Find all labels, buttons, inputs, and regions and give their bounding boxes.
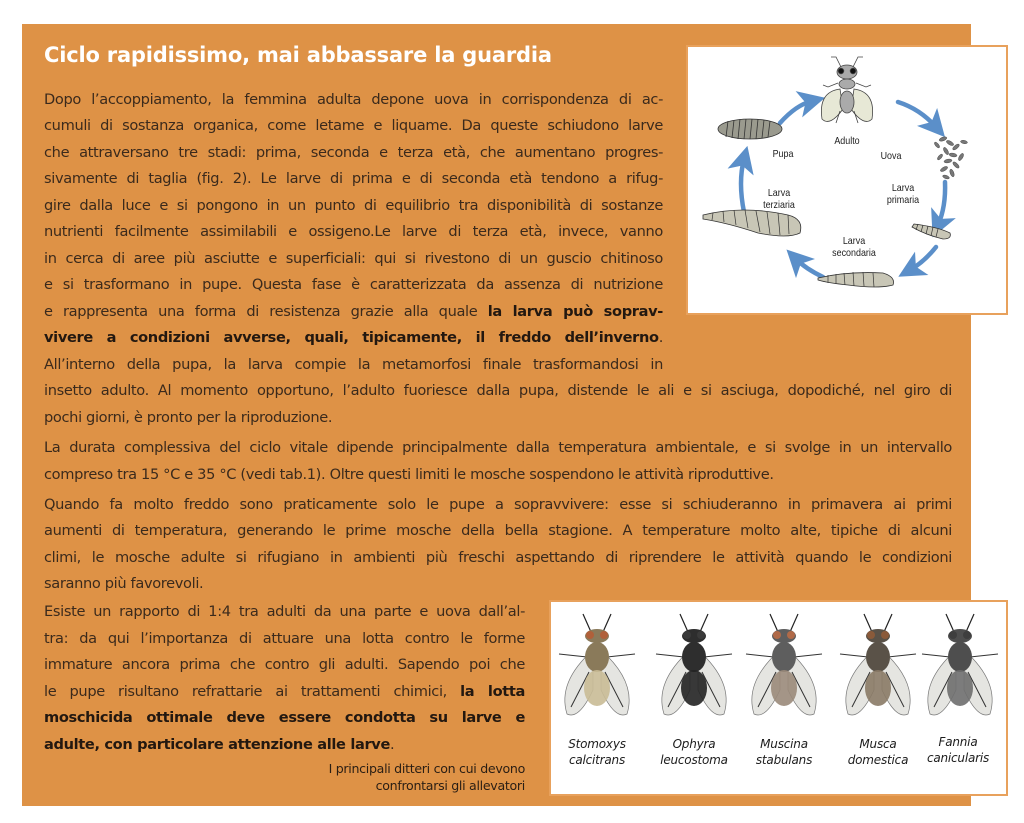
larva-tertiary-icon <box>703 210 801 236</box>
text-line-emphasis <box>44 329 663 347</box>
label-pupa: Pupa <box>772 148 794 160</box>
text-line: Dopo l’accoppiamento, la femmina adulta depone uova in corrispondenza di ac- <box>44 91 663 108</box>
fly-genus: Muscina <box>760 737 808 751</box>
label-larva-tertiary <box>758 187 801 211</box>
fly-label-muscina <box>739 736 829 768</box>
text-run: . <box>390 735 395 753</box>
larva-secondary-icon <box>818 272 894 287</box>
text-line: nutrienti facilmente assimilabili e ossigeno.Le larve di terza età, invece, vanno <box>44 223 663 240</box>
label-line: terziaria <box>763 199 795 211</box>
text-run: e rappresenta una forma di resistenza grazie alla quale <box>44 302 488 320</box>
label-adult: Adulto <box>834 135 860 147</box>
arrow-larva2-to-larva3 <box>796 259 823 277</box>
adult-fly-icon <box>821 57 872 123</box>
text-run: . <box>658 329 663 346</box>
text-line: pochi giorni, è pronto per la riproduzione. <box>44 408 333 426</box>
fly-genus: Stomoxys <box>568 737 626 751</box>
text-line: All’interno della pupa, la larva compie la metamorfosi finale trasformandosi in <box>44 355 663 373</box>
fly-label-musca <box>833 736 923 768</box>
text-line: Quando fa molto freddo sono praticamente solo le pupe a sopravvivere: esse si schiuderanno in primavera ai primi <box>44 495 952 513</box>
fly-genus: Musca <box>859 737 897 751</box>
fly-genus: Ophyra <box>672 737 716 751</box>
arrow-adult-to-eggs <box>898 102 936 127</box>
text-line: in cerca di aree più asciutte e superficiali: qui si rivestono di un guscio chitinoso <box>44 249 663 267</box>
text-line: compreso tra 15 °C e 35 °C (vedi tab.1). Oltre questi limiti le mosche sospendono le attività riproduttive. <box>44 465 774 483</box>
bold-run: moschicida ottimale deve essere condotta su larve e <box>44 709 525 726</box>
text-run: le pupe risultano refrattarie ai trattamenti chimici, <box>44 682 461 700</box>
fly-ophyra-icon <box>656 614 732 715</box>
fly-musca-icon <box>840 614 916 715</box>
text-line: gire dalla luce e si pongono in un punto di equilibrio tra disponibilità di sostanze <box>44 196 663 214</box>
text-line: sivamente di taglia (fig. 2). Le larve di prima e di seconda età tendono a rifug- <box>44 170 663 187</box>
pupa-icon <box>718 119 782 139</box>
lifecycle-illustration <box>688 47 1006 313</box>
text-line-emphasis <box>44 709 525 727</box>
fly-label-fannia <box>913 734 1003 766</box>
lifecycle-diagram <box>686 45 1008 315</box>
text-line: La durata complessiva del ciclo vitale dipende principalmente dalla temperatura ambientale, e si svolge in un intervallo <box>44 439 952 456</box>
figure-caption-line: confrontarsi gli allevatori <box>375 778 525 793</box>
fly-muscina-icon <box>746 614 822 715</box>
fly-species: stabulans <box>755 753 813 767</box>
fly-fannia-icon <box>922 614 998 715</box>
text-line-emphasis <box>44 736 525 754</box>
arrow-larva3-to-pupa <box>741 159 744 212</box>
fly-species: calcitrans <box>568 753 626 767</box>
text-line: tra: da qui l’importanza di attuare una lotta contro le forme <box>44 629 525 647</box>
figure-caption-line: I principali ditteri con cui devono <box>328 761 525 776</box>
text-line: e si trasformano in pupe. Questa fase è caratterizzata da assenza di nutrizione <box>44 276 663 293</box>
label-larva-primary <box>882 182 925 206</box>
bold-run: la lotta <box>460 682 525 700</box>
label-line: Larva <box>891 182 915 194</box>
label-line: primaria <box>886 194 920 206</box>
larva-primary-icon <box>912 224 950 239</box>
text-line: immature ancora prima che contro gli adulti. Sapendo poi che <box>44 656 525 673</box>
article-title: Ciclo rapidissimo, mai abbassare la guardia <box>44 43 552 67</box>
eggs-icon <box>934 136 968 180</box>
text-line: aumenti di temperatura, generando le prime mosche della bella stagione. A temperature molto alte, tipiche di alcuni <box>44 522 952 539</box>
arrow-pupa-to-adult <box>780 101 812 123</box>
text-line-emphasis <box>44 683 525 701</box>
bold-run: la larva può soprav- <box>487 302 664 320</box>
fly-stomoxys-icon <box>559 614 635 715</box>
label-line: secondaria <box>832 247 876 259</box>
label-line: Larva <box>767 187 791 199</box>
text-line: saranno più favorevoli. <box>44 575 204 592</box>
label-larva-secondary <box>829 235 880 259</box>
text-line-emphasis <box>44 303 663 321</box>
text-line: che attraversano tre stadi: prima, seconda e terza età, che aumentano progres- <box>44 143 663 161</box>
text-line: climi, le mosche adulte si rifugiano in ambienti più freschi aspettando di riprendere le attività quando le condizioni <box>44 548 952 566</box>
bold-run: vivere a condizioni avverse, quali, tipicamente, il freddo dell’inverno <box>44 329 659 346</box>
text-line: insetto adulto. Al momento opportuno, l’adulto fuoriesce dalla pupa, distende le ali e si asciuga, dopodiché, nel giro di <box>44 382 952 399</box>
fly-species: domestica <box>847 753 909 767</box>
text-line: Esiste un rapporto di 1:4 tra adulti da una parte e uova dall’al- <box>44 603 525 620</box>
text-line: cumuli di sostanza organica, come letame e liquame. Da queste schiudono larve <box>44 117 663 134</box>
label-line: Larva <box>842 235 866 247</box>
flies-group <box>559 614 998 715</box>
bold-run: adulte, con particolare attenzione alle larve <box>44 735 391 753</box>
fly-genus: Fannia <box>938 735 978 749</box>
fly-species: canicularis <box>926 751 990 765</box>
label-eggs: Uova <box>880 150 902 162</box>
fly-label-stomoxys <box>552 736 642 768</box>
arrow-eggs-to-larva1 <box>938 182 945 225</box>
fly-species: leucostoma <box>660 753 728 767</box>
flies-figure <box>549 600 1008 796</box>
fly-label-ophyra <box>649 736 739 768</box>
arrow-larva1-to-larva2 <box>910 247 936 270</box>
